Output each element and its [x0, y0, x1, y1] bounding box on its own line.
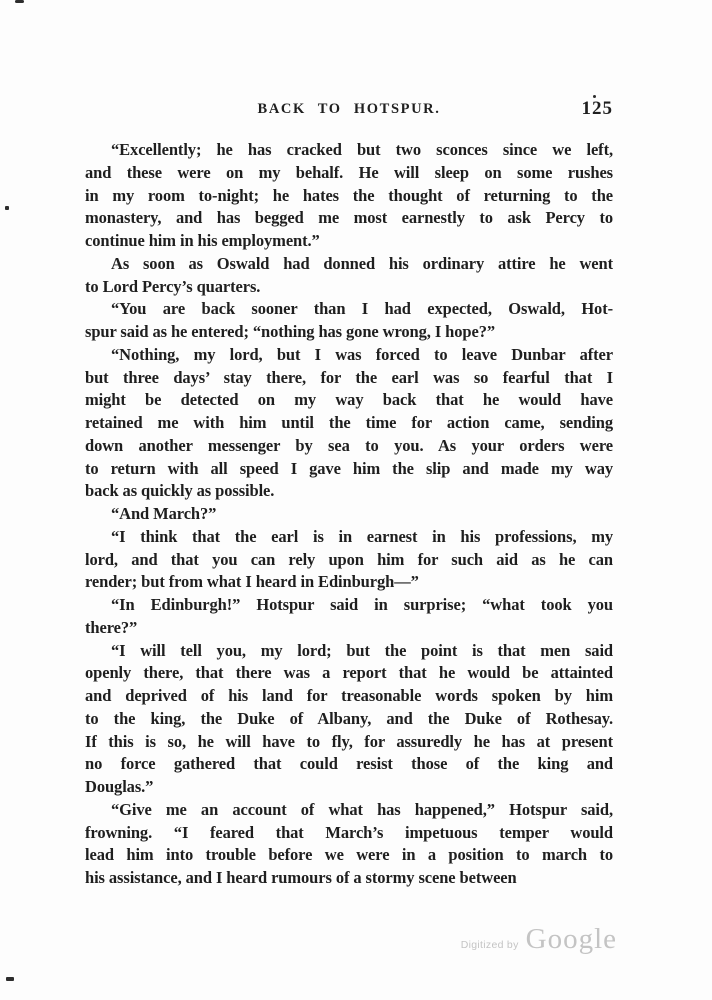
text-line: down another messenger by sea to you. As your orders were [85, 435, 613, 455]
text-line: to the king, the Duke of Albany, and the Duke of Rothesay. [85, 708, 613, 728]
text-line: and these were on my behalf. He will sleep on some rushes [85, 162, 613, 182]
text-line: retained me with him until the time for action came, sending [85, 413, 613, 432]
text-line: to return with all speed I gave him the slip and made my way [85, 458, 613, 478]
paragraph [85, 253, 613, 299]
text-line: back as quickly as possible. [85, 481, 275, 501]
text-line: lead him into trouble before we were in a position to march to [85, 845, 613, 865]
text-line: “You are back sooner than I had expected, Oswald, Hot- [111, 299, 613, 319]
scan-speck-bottom-left [6, 977, 14, 981]
paragraph [85, 344, 613, 503]
text-line: “Give me an account of what has happened,” Hotspur said, [111, 799, 613, 819]
text-line: continue him in his employment.” [85, 231, 320, 250]
paragraph [85, 640, 613, 799]
page-header [85, 100, 613, 122]
paragraph [85, 139, 613, 253]
body-text [85, 139, 613, 890]
text-line: his assistance, and I heard rumours of a stormy scene between [85, 868, 517, 887]
digitized-by-label: Digitized by [460, 939, 519, 951]
text-line: monastery, and has begged me most earnestly to ask Percy to [85, 208, 613, 228]
text-line: “And March?” [111, 504, 217, 523]
scan-speck-above-page-number [593, 95, 596, 98]
watermark [461, 923, 617, 956]
paragraph [85, 594, 613, 640]
running-title: BACK TO HOTSPUR. [257, 101, 441, 117]
text-line: render; but from what I heard in Edinburgh—” [85, 572, 419, 592]
text-line: “I will tell you, my lord; but the point is that men said [111, 640, 613, 660]
text-line: spur said as he entered; “nothing has gone wrong, I hope?” [85, 322, 495, 341]
text-line: If this is so, he will have to fly, for assuredly he has at present [85, 731, 613, 751]
scan-speck-left-margin [5, 206, 9, 210]
text-line: As soon as Oswald had donned his ordinary attire he went [111, 253, 613, 273]
text-line: frowning. “I feared that March’s impetuous temper would [85, 822, 613, 842]
text-line: to Lord Percy’s quarters. [85, 276, 261, 296]
text-line: there?” [85, 617, 138, 637]
paragraph [85, 526, 613, 594]
text-line: no force gathered that could resist those of the king and [85, 754, 613, 774]
text-line: “In Edinburgh!” Hotspur said in surprise; “what took you [111, 595, 613, 614]
paragraph [85, 503, 613, 526]
scan-speck-top-left [15, 0, 24, 3]
page-number: 125 [581, 98, 613, 119]
text-line: in my room to-night; he hates the thought of returning to the [85, 185, 613, 205]
text-line: Douglas.” [85, 777, 154, 796]
google-logo: Google [525, 923, 617, 955]
text-line: but three days’ stay there, for the earl was so fearful that I [85, 367, 613, 387]
text-line: lord, and that you can rely upon him for such aid as he can [85, 549, 613, 569]
text-line: “Excellently; he has cracked but two sconces since we left, [111, 140, 613, 159]
paragraph [85, 298, 613, 344]
text-line: “Nothing, my lord, but I was forced to leave Dunbar after [111, 344, 613, 364]
text-line: openly there, that there was a report that he would be attainted [85, 663, 613, 683]
paragraph [85, 799, 613, 890]
text-line: “I think that the earl is in earnest in his professions, my [111, 526, 613, 546]
text-line: might be detected on my way back that he would have [85, 390, 613, 410]
text-line: and deprived of his land for treasonable words spoken by him [85, 686, 613, 705]
